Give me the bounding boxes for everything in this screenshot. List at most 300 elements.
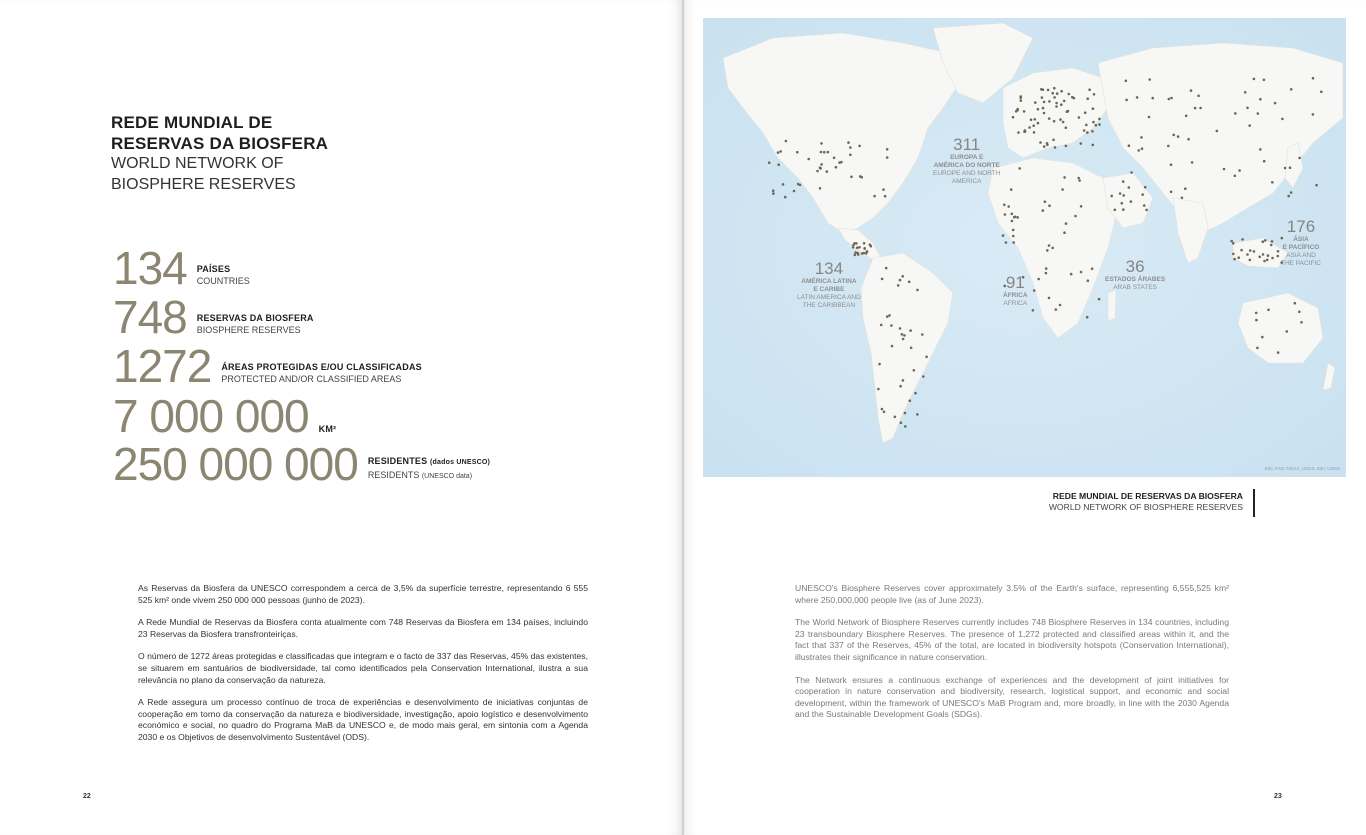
reserve-dot <box>1290 88 1293 91</box>
reserve-dot <box>904 425 907 428</box>
reserve-dot <box>1271 181 1274 184</box>
reserve-dot <box>1270 244 1273 247</box>
reserve-dot <box>1068 93 1071 96</box>
reserve-dot <box>1148 116 1151 119</box>
stat-label-pt: ÁREAS PROTEGIDAS E/OU CLASSIFICADAS <box>221 362 422 372</box>
stat-label-pt: RESERVAS DA BIOSFERA <box>196 313 314 323</box>
reserve-dot <box>1151 97 1154 100</box>
reserve-dot <box>1223 168 1226 171</box>
reserve-dot <box>1233 258 1236 261</box>
reserve-dot <box>1092 144 1095 147</box>
reserve-dot <box>1011 213 1014 216</box>
caption-pt: REDE MUNDIAL DE RESERVAS DA BIOSFERA <box>1052 491 1243 501</box>
stat-value: 748 <box>113 291 187 343</box>
reserve-dot <box>847 141 850 144</box>
reserve-dot <box>1012 116 1015 119</box>
reserve-dot <box>1136 96 1139 99</box>
reserve-dot <box>1098 298 1101 301</box>
reserve-dot <box>1062 121 1065 124</box>
title-pt-line2: RESERVAS DA BIOSFERA <box>111 134 329 153</box>
reserve-dot <box>1289 166 1292 169</box>
reserve-dot <box>1287 195 1290 198</box>
reserve-dot <box>1170 163 1173 166</box>
reserve-dot <box>1051 247 1054 250</box>
page-title-pt <box>111 112 411 154</box>
reserve-dot <box>1137 149 1140 152</box>
reserve-dot <box>916 289 919 292</box>
reserve-dot <box>913 369 916 372</box>
reserve-dot <box>1060 103 1063 106</box>
region-count: 134 <box>814 259 844 278</box>
reserve-dot <box>1271 240 1274 243</box>
map-caption <box>1049 491 1243 513</box>
reserve-dot <box>1095 124 1098 127</box>
reserve-dot <box>1246 107 1249 110</box>
reserve-dot <box>902 338 905 341</box>
reserve-dot <box>1194 107 1197 110</box>
reserve-dot <box>1005 241 1008 244</box>
reserve-dot <box>1237 256 1240 259</box>
reserve-dot <box>1080 271 1083 274</box>
reserve-dot <box>785 140 788 143</box>
reserve-dot <box>1145 209 1148 212</box>
reserve-dot <box>1065 145 1068 148</box>
reserve-dot <box>1315 184 1318 187</box>
reserve-dot <box>1034 101 1037 104</box>
reserve-dot <box>1263 79 1266 82</box>
reserve-dot <box>1170 97 1173 100</box>
reserve-dot <box>863 242 866 245</box>
stat-countries <box>113 242 250 294</box>
region-count: 91 <box>1005 273 1025 292</box>
reserve-dot <box>1042 209 1045 212</box>
reserve-dot <box>900 421 903 424</box>
reserve-dot <box>1197 95 1200 98</box>
stat-reserves <box>113 291 314 343</box>
reserve-dot <box>777 151 780 154</box>
reserve-dot <box>1259 148 1262 151</box>
reserve-dot <box>1266 259 1269 262</box>
reserve-dot <box>1077 177 1080 180</box>
reserve-dot <box>1184 187 1187 190</box>
reserve-dot <box>1130 200 1133 203</box>
reserve-dot <box>1037 108 1040 111</box>
reserve-dot <box>909 329 912 332</box>
reserve-dot <box>1065 222 1068 225</box>
reserve-dot <box>819 187 822 190</box>
reserve-dot <box>884 195 887 198</box>
reserve-dot <box>782 183 785 186</box>
region-label-en: AFRICA <box>1003 300 1028 307</box>
reserve-dot <box>1043 145 1046 148</box>
reserve-dot <box>1033 131 1036 134</box>
stat-label-en: BIOSPHERE RESERVES <box>196 325 301 335</box>
reserve-dot <box>1080 142 1083 145</box>
reserve-dot <box>1053 96 1056 99</box>
reserve-dot <box>1249 259 1252 262</box>
reserve-dot <box>1074 215 1077 218</box>
reserve-dot <box>1261 336 1264 339</box>
reserve-dot <box>1168 98 1171 101</box>
region-label-en: ARAB STATES <box>1113 284 1158 291</box>
reserve-dot <box>1286 330 1289 333</box>
reserve-dot <box>796 151 799 154</box>
reserve-dot <box>1046 142 1049 145</box>
reserve-dot <box>1048 204 1051 207</box>
reserve-dot <box>1128 144 1131 147</box>
reserve-dot <box>1258 256 1261 259</box>
reserve-dot <box>1085 124 1088 127</box>
reserve-dot <box>1122 208 1125 211</box>
reserve-dot <box>1016 108 1019 111</box>
reserve-dot <box>1063 176 1066 179</box>
reserve-dot <box>1187 138 1190 141</box>
reserve-dot <box>1015 110 1018 113</box>
reserve-dot <box>1078 179 1081 182</box>
stat-value: 1272 <box>113 340 212 392</box>
reserve-dot <box>1034 118 1037 121</box>
stat-label-pt: RESIDENTES <box>367 456 428 466</box>
reserve-dot <box>1284 167 1287 170</box>
reserve-dot <box>878 363 881 366</box>
reserve-dot <box>1060 90 1063 93</box>
reserve-dot <box>827 151 830 154</box>
stat-label-pt: KM² <box>318 424 337 434</box>
reserve-dot <box>1277 351 1280 354</box>
reserve-dot <box>921 333 924 336</box>
reserve-dot <box>853 242 856 245</box>
reserve-dot <box>886 148 889 151</box>
reserve-dot <box>1083 129 1086 132</box>
reserve-dot <box>1230 240 1233 243</box>
region-label-pt: EUROPA E AMÉRICA DO NORTE <box>933 154 1000 169</box>
reserve-dot <box>1020 99 1023 102</box>
reserve-dot <box>873 195 876 198</box>
map-credit: Esri, FAO, NOAA, USGS, Esri, USGS <box>1264 466 1340 471</box>
reserve-dot <box>823 151 826 154</box>
reserve-dot <box>1061 188 1064 191</box>
reserve-dot <box>890 324 893 327</box>
reserve-dot <box>1042 107 1045 110</box>
reserve-dot <box>1084 111 1087 114</box>
reserve-dot <box>1018 167 1021 170</box>
reserve-dot <box>883 411 886 414</box>
reserve-dot <box>1059 304 1062 307</box>
stat-label-en: RESIDENTS <box>367 470 420 480</box>
reserve-dot <box>1041 96 1044 99</box>
reserve-dot <box>1177 135 1180 138</box>
reserve-dot <box>1277 250 1280 253</box>
reserve-dot <box>1055 105 1058 108</box>
reserve-dot <box>880 324 883 327</box>
reserve-dot <box>1264 239 1267 242</box>
reserve-dot <box>1249 249 1252 252</box>
reserve-dot <box>902 379 905 382</box>
reserve-dot <box>1017 131 1020 134</box>
paragraph: O número de 1272 áreas protegidas e classificadas que integram e o facto de 337 das Reservas, 45% das existentes, se situarem em santuários de biodiversidade, tal como identificados pela Conservation International, ilustra a sua relevância no plano da conservação da natureza. <box>138 651 588 685</box>
reserve-dot <box>850 176 853 179</box>
reserve-dot <box>793 190 796 193</box>
reserve-dot <box>901 275 904 278</box>
reserve-dot <box>1298 157 1301 160</box>
reserve-dot <box>1144 186 1147 189</box>
reserve-dot <box>1294 302 1297 305</box>
reserve-dot <box>1078 116 1081 119</box>
reserve-dot <box>1059 118 1062 121</box>
reserve-dot <box>1141 193 1144 196</box>
reserve-dot <box>1010 188 1013 191</box>
reserve-dot <box>852 246 855 249</box>
reserve-dot <box>1023 110 1026 113</box>
reserve-dot <box>869 243 872 246</box>
reserve-dot <box>909 399 912 402</box>
reserve-dot <box>772 192 775 195</box>
page-title-en <box>111 153 411 195</box>
reserve-dot <box>899 327 902 330</box>
reserve-dot <box>1013 216 1016 219</box>
stat-value: 7 000 000 <box>113 390 309 442</box>
reserve-dot <box>849 146 852 149</box>
reserve-dot <box>1054 146 1057 149</box>
reserve-dot <box>1045 272 1048 275</box>
reserve-dot <box>1086 316 1089 319</box>
reserve-dot <box>1241 238 1244 241</box>
paragraph: A Rede Mundial de Reservas da Biosfera conta atualmente com 748 Reservas da Biosfera em 134 países, incluindo 23 Reservas da Biosfera transfronteiriças. <box>138 617 588 639</box>
reserve-dot <box>826 170 829 173</box>
paragraph: As Reservas da Biosfera da UNESCO correspondem a cerca de 3,5% da superfície terrestre, representando 6 555 525 km² onde vivem 250 000 000 pessoas (junho de 2023). <box>138 583 588 605</box>
stat-label-en: PROTECTED AND/OR CLASSIFIED AREAS <box>221 374 402 384</box>
reserve-dot <box>1121 202 1124 205</box>
reserve-dot <box>914 392 917 395</box>
reserve-dot <box>897 284 900 287</box>
reserve-dot <box>772 189 775 192</box>
reserve-dot <box>1248 124 1251 127</box>
reserve-dot <box>1086 131 1089 134</box>
reserve-dot <box>1047 89 1050 92</box>
reserve-dot <box>891 345 894 348</box>
reserve-dot <box>1119 192 1122 195</box>
reserve-dot <box>1257 112 1260 115</box>
reserve-dot <box>1048 100 1051 103</box>
region-label-en: EUROPE AND NORTH AMERICA <box>933 170 1001 185</box>
reserve-dot <box>1281 118 1284 121</box>
reserve-dot <box>856 246 859 249</box>
reserve-dot <box>1185 115 1188 118</box>
reserve-dot <box>1092 107 1095 110</box>
region-label-en: ASIA AND THE PACIFIC <box>1281 252 1321 267</box>
reserve-dot <box>1024 129 1027 132</box>
reserve-dot <box>1037 278 1040 281</box>
reserve-dot <box>1048 117 1051 120</box>
reserve-dot <box>1274 102 1277 105</box>
reserve-dot <box>1148 78 1151 81</box>
reserve-dot <box>1190 89 1193 92</box>
reserve-dot <box>820 163 823 166</box>
reserve-dot <box>1055 102 1058 105</box>
reserve-dot <box>784 196 787 199</box>
land-madagascar <box>1108 290 1116 321</box>
region-count: 311 <box>953 135 981 154</box>
reserve-dot <box>1172 134 1175 137</box>
reserve-dot <box>1262 240 1265 243</box>
page-number-right: 23 <box>1274 793 1282 800</box>
reserve-dot <box>1238 169 1241 172</box>
reserve-dot <box>779 150 782 153</box>
reserve-dot <box>894 416 897 419</box>
paragraph: The World Network of Biosphere Reserves currently includes 748 Biosphere Reserves in 134 countries, including 23 transboundary Biosphere Reserves. The presence of 1,272 protected and classified areas within it, and the fact that 337 of the Reserves, 45% of the total, are located in biodiversity hotspots (Conservation International), illustrates their significance in nature conservation. <box>795 617 1229 662</box>
region-label-latin-america <box>797 260 861 310</box>
reserve-dot <box>777 163 780 166</box>
region-label-africa <box>1003 274 1028 308</box>
body-text-en <box>795 583 1229 732</box>
stat-residents <box>113 438 491 490</box>
reserve-dot <box>1300 321 1303 324</box>
reserve-dot <box>1259 98 1262 101</box>
region-label-pt: AMÉRICA LATINA E CARIBE <box>801 278 857 293</box>
reserve-dot <box>768 161 771 164</box>
reserve-dot <box>888 314 891 317</box>
left-page <box>0 0 682 835</box>
reserve-dot <box>1128 186 1131 189</box>
reserve-dot <box>1055 308 1058 311</box>
reserve-dot <box>1170 191 1173 194</box>
reserve-dot <box>1267 309 1270 312</box>
reserve-dot <box>1070 273 1073 276</box>
reserve-dot <box>1122 180 1125 183</box>
reserve-dot <box>1253 250 1256 253</box>
region-label-pt: ÁSIA E PACÍFICO <box>1282 236 1320 251</box>
reserve-dot <box>1048 244 1051 247</box>
region-label-pt: ÁFRICA <box>1003 292 1028 299</box>
reserve-dot <box>1246 253 1249 256</box>
reserve-dot <box>901 333 904 336</box>
reserve-dot <box>1263 160 1266 163</box>
reserve-dot <box>859 175 862 178</box>
reserve-dot <box>1110 195 1113 198</box>
reserve-dot <box>1020 95 1023 98</box>
stat-label-pt: PAÍSES <box>196 264 231 274</box>
reserve-dot <box>882 188 885 191</box>
caption-rule <box>1253 489 1255 517</box>
region-count: 36 <box>1125 257 1145 276</box>
title-pt-line1: REDE MUNDIAL DE <box>111 113 273 132</box>
reserve-dot <box>1098 123 1101 126</box>
reserve-dot <box>1140 136 1143 139</box>
region-label-europe-north-america <box>933 136 1000 186</box>
reserve-dot <box>903 334 906 337</box>
region-label-en: LATIN AMERICA AND THE CARIBBEAN <box>797 294 861 309</box>
reserve-dot <box>1098 118 1101 121</box>
reserve-dot <box>1063 100 1066 103</box>
reserve-dot <box>916 413 919 416</box>
reserve-dot <box>1277 255 1280 258</box>
reserve-dot <box>1312 113 1315 116</box>
body-text-pt <box>138 583 588 755</box>
reserve-dot <box>1298 311 1301 314</box>
reserve-dot <box>858 246 861 249</box>
reserve-dot <box>862 252 865 255</box>
reserve-dot <box>1086 97 1089 100</box>
reserve-dot <box>1043 101 1046 104</box>
reserve-dot <box>1232 242 1235 245</box>
reserve-dot <box>820 142 823 145</box>
reserve-dot <box>1087 279 1090 282</box>
reserve-dot <box>1191 161 1194 164</box>
reserve-dot <box>854 254 857 257</box>
reserve-dot <box>1051 92 1054 95</box>
reserve-dot <box>819 166 822 169</box>
reserve-dot <box>1234 175 1237 178</box>
reserve-dot <box>1048 297 1051 300</box>
reserve-dot <box>1042 88 1045 91</box>
region-label-pt: ESTADOS ÁRABES <box>1105 276 1166 283</box>
reserve-dot <box>858 145 861 148</box>
reserve-dot <box>1234 112 1237 115</box>
reserve-dot <box>1039 141 1042 144</box>
reserve-dot <box>1016 216 1019 219</box>
paragraph: The Network ensures a continuous exchange of experiences and the development of joint initiatives for cooperation in nature conservation and biodiversity, research, logistical support, and economic and social development, within the framework of UNESCO's MaB Program and, more broadly, in line with the 2030 Agenda and the Sustainable Development Goals (SDGs). <box>795 674 1229 720</box>
reserve-dot <box>881 278 884 281</box>
reserve-dot <box>1053 87 1056 90</box>
stat-protected-areas <box>113 340 422 392</box>
reserve-dot <box>1052 139 1055 142</box>
reserve-dot <box>833 157 836 160</box>
reserve-dot <box>835 166 838 169</box>
reserve-dot <box>797 183 800 186</box>
reserve-dot <box>1130 171 1133 174</box>
stat-area-km2 <box>113 390 337 442</box>
reserve-dot <box>820 151 823 154</box>
reserve-dot <box>899 279 902 282</box>
reserve-dot <box>877 388 880 391</box>
reserve-dot <box>1012 229 1015 232</box>
stat-value: 250 000 000 <box>113 438 358 490</box>
reserve-dot <box>1263 260 1266 263</box>
world-map <box>703 18 1346 477</box>
stat-label-en: COUNTRIES <box>196 276 250 286</box>
reserve-dot <box>1065 126 1068 129</box>
reserve-dot <box>1037 122 1040 125</box>
reserve-dot <box>1073 97 1076 100</box>
reserve-dot <box>1091 268 1094 271</box>
reserve-dot <box>1244 91 1247 94</box>
reserve-dot <box>925 356 928 359</box>
reserve-dot <box>1044 200 1047 203</box>
reserve-dot <box>1063 231 1066 234</box>
stat-value: 134 <box>113 242 187 294</box>
reserve-dot <box>856 252 859 255</box>
reserve-dot <box>1091 130 1094 133</box>
reserve-dot <box>1002 234 1005 237</box>
reserve-dot <box>1256 347 1259 350</box>
reserve-dot <box>886 315 889 318</box>
reserve-dot <box>1143 204 1146 207</box>
title-en-line2: BIOSPHERE RESERVES <box>111 176 296 193</box>
stat-label-en-note: (UNESCO data) <box>421 473 473 480</box>
reserve-dot <box>1043 112 1046 115</box>
reserve-dot <box>1033 289 1036 292</box>
reserve-dot <box>1092 121 1095 124</box>
reserve-dot <box>1199 107 1202 110</box>
reserve-dot <box>1067 110 1070 113</box>
reserve-dot <box>1053 120 1056 123</box>
reserve-dot <box>865 252 868 255</box>
reserve-dot <box>1012 241 1015 244</box>
reserve-dot <box>1012 235 1015 238</box>
reserve-dot <box>1122 194 1125 197</box>
reserve-dot <box>1028 126 1031 129</box>
region-count: 176 <box>1286 217 1316 236</box>
